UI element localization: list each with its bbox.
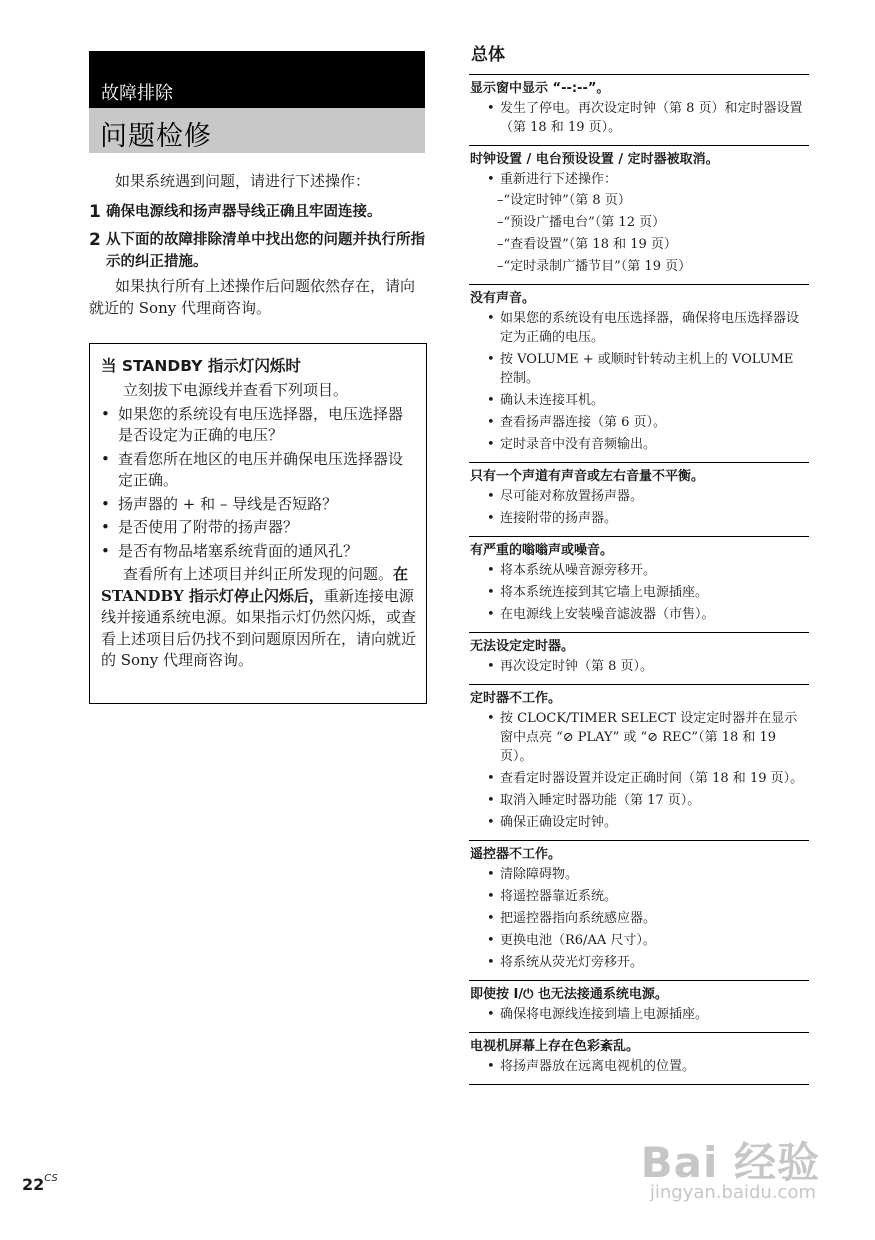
solution-item: • 将遥控器靠近系统。 — [469, 887, 809, 906]
trouble-group — [469, 462, 809, 536]
section-header — [89, 51, 425, 108]
sub-item: –“设定时钟”（第 8 页） — [497, 193, 631, 208]
step-text: 确保电源线和扬声器导线正确且牢固连接。 — [106, 204, 382, 220]
sub-item: –“预设广播电台”（第 12 页） — [497, 215, 666, 230]
problem-heading: 只有一个声道有声音或左右音量不平衡。 — [470, 469, 705, 484]
solution-item: • 确保正确设定时钟。 — [469, 813, 809, 832]
baidu-watermark — [620, 1130, 820, 1210]
solution-item: • 确保将电源线连接到墙上电源插座。 — [469, 1005, 809, 1024]
standby-closing — [101, 564, 417, 672]
problem-heading: 无法设定定时器。 — [470, 639, 575, 654]
step-number: 1 — [89, 202, 101, 222]
intro-text: 如果系统遇到问题，请进行下述操作： — [115, 172, 371, 190]
trouble-group — [469, 284, 809, 462]
solution-list — [469, 865, 809, 972]
problem-heading: 时钟设置 / 电台预设设置 / 定时器被取消。 — [470, 152, 719, 167]
list-item: • 如果您的系统设有电压选择器，电压选择器是否设定为正确的电压？ — [101, 404, 417, 447]
list-item: • 是否使用了附带的扬声器？ — [101, 517, 417, 539]
page-title — [89, 108, 425, 153]
solution-list — [469, 309, 809, 454]
solution-item: • 发生了停电。再次设定时钟（第 8 页）和定时器设置（第 18 和 19 页）。 — [469, 99, 809, 137]
solution-item: • 更换电池（R6/AA 尺寸）。 — [469, 931, 809, 950]
solution-item: • 将扬声器放在远离电视机的位置。 — [469, 1057, 809, 1076]
page-title-label: 问题检修 — [100, 121, 212, 152]
solution-item: • 取消入睡定时器功能（第 17 页）。 — [469, 791, 809, 810]
solution-item: • 在电源线上安装噪音滤波器（市售）。 — [469, 605, 809, 624]
after-steps-text: 如果执行所有上述操作后问题依然存在，请向就近的 Sony 代理商咨询。 — [89, 277, 416, 317]
trouble-group — [469, 684, 809, 840]
problem-heading: 有严重的嗡嗡声或噪音。 — [470, 543, 614, 558]
solution-item: • 确认未连接耳机。 — [469, 391, 809, 410]
standby-lead: 立刻拔下电源线并查看下列项目。 — [123, 381, 349, 399]
standby-box — [89, 343, 427, 704]
step-text: 从下面的故障排除清单中找出您的问题并执行所指示的纠正措施。 — [106, 232, 425, 270]
solution-item: • 再次设定时钟（第 8 页）。 — [469, 657, 809, 676]
problem-heading: 遥控器不工作。 — [470, 847, 562, 862]
solution-list — [469, 99, 809, 137]
solution-item: • 尽可能对称放置扬声器。 — [469, 487, 809, 506]
page-number-value: 22 — [22, 1175, 45, 1194]
solution-item: • 将本系统连接到其它墙上电源插座。 — [469, 583, 809, 602]
solution-item: • 连接附带的扬声器。 — [469, 509, 809, 528]
solution-item: • 按 CLOCK/TIMER SELECT 设定定时器并在显示窗中点亮 “⊘ PLAY” 或 “⊘ REC”（第 18 和 19 页）。 — [469, 709, 809, 766]
standby-box-title: 当 STANDBY 指示灯闪烁时 — [101, 357, 301, 375]
solution-item: • 定时录音中没有音频输出。 — [469, 435, 809, 454]
watermark-url: jingyan.baidu.com — [649, 1182, 816, 1203]
page-number — [22, 1175, 58, 1194]
solution-list — [469, 657, 809, 676]
solution-item: • 如果您的系统设有电压选择器，确保将电压选择器设定为正确的电压。 — [469, 309, 809, 347]
problem-heading: 显示窗中显示 “--:--”。 — [470, 81, 610, 96]
solution-text: 重新进行下述操作： — [500, 172, 618, 187]
problem-heading: 没有声音。 — [470, 291, 536, 306]
solution-list — [469, 561, 809, 624]
solution-item: • 清除障碍物。 — [469, 865, 809, 884]
solution-item: • 将系统从荧光灯旁移开。 — [469, 953, 809, 972]
problem-heading: 定时器不工作。 — [470, 691, 562, 706]
baidu-logo: Bai 经验 — [640, 1138, 820, 1187]
solution-list — [469, 709, 809, 832]
solution-item: • 把遥控器指向系统感应器。 — [469, 909, 809, 928]
solution-list — [469, 487, 809, 528]
standby-box-body — [101, 380, 417, 672]
step-number: 2 — [89, 230, 101, 250]
list-item: • 是否有物品堵塞系统背面的通风孔？ — [101, 541, 417, 563]
standby-closing-2: 重新连接电源线并接通系统电源。如果指示灯仍然闪烁，或查看上述项目后仍找不到问题原因所在，请向就近的 Sony 代理商咨询。 — [101, 586, 417, 669]
step-1 — [89, 201, 427, 223]
sub-list — [497, 191, 809, 276]
solution-list — [469, 1005, 809, 1024]
trouble-group — [469, 632, 809, 684]
standby-closing-bold: 在 STANDBY 指示灯停止闪烁后， — [101, 565, 409, 605]
solution-item: • 按 VOLUME + 或顺时针转动主机上的 VOLUME 控制。 — [469, 350, 809, 388]
troubleshooting-list — [469, 40, 809, 1085]
section-header-label: 故障排除 — [101, 83, 173, 104]
solution-item: • 查看定时器设置并设定正确时间（第 18 和 19 页）。 — [469, 769, 809, 788]
trouble-group — [469, 840, 809, 980]
trouble-group — [469, 145, 809, 284]
standby-checklist — [101, 404, 417, 563]
solution-list — [469, 1057, 809, 1076]
page-lang-code: CS — [44, 1173, 58, 1184]
problem-heading: 电视机屏幕上存在色彩紊乱。 — [470, 1039, 640, 1054]
solution-item: • 将本系统从噪音源旁移开。 — [469, 561, 809, 580]
trouble-group — [469, 74, 809, 145]
step-2 — [89, 229, 427, 273]
list-item: • 查看您所在地区的电压并确保电压选择器设定正确。 — [101, 449, 417, 492]
list-item: • 扬声器的 + 和 – 导线是否短路？ — [101, 494, 417, 516]
standby-closing-1: 查看所有上述项目并纠正所发现的问题。 — [123, 565, 394, 583]
sub-item: –“定时录制广播节目”（第 19 页） — [497, 259, 692, 274]
problem-heading: 即使按 I/⏻ 也无法接通系统电源。 — [470, 987, 668, 1002]
sub-item: –“查看设置”（第 18 和 19 页） — [497, 237, 677, 252]
solution-item: • 查看扬声器连接（第 6 页）。 — [469, 413, 809, 432]
solution-item — [469, 170, 809, 276]
general-heading: 总体 — [471, 45, 505, 65]
trouble-group — [469, 536, 809, 632]
solution-list — [469, 170, 809, 276]
trouble-group — [469, 980, 809, 1032]
trouble-group — [469, 1032, 809, 1085]
